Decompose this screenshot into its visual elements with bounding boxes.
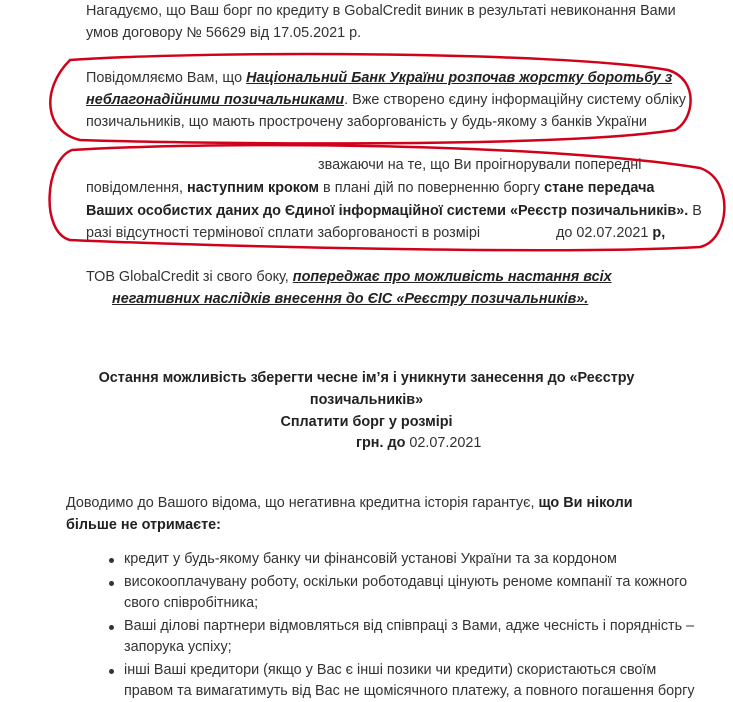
list-item-3-line-1: Ваші ділові партнери відмовляться від співпраці з Вами, адже чесність і порядність –: [124, 618, 695, 634]
list-item-2-line-2: свого співробітника;: [124, 595, 259, 611]
list-item-4-line-1: інші Ваші кредитори (якщо у Вас є інші позики чи кредити) скористаються своїм: [124, 662, 657, 678]
notice-line-3: позичальників, що мають прострочену заборгованість у будь-якому з банків України: [86, 114, 647, 130]
never-again-emphasis: що Ви ніколи: [538, 495, 633, 511]
registry-transfer-emphasis: Ваших особистих даних до Єдиної інформаційної системи «Реєстр позичальників».: [86, 203, 689, 219]
consequences-emphasis: попереджає про можливість настання всіх: [292, 269, 612, 285]
deadline-suffix: р,: [652, 225, 666, 241]
last-chance-heading-line-2: позичальників»: [309, 392, 424, 408]
list-item-1: кредит у будь-якому банку чи фінансовій установі України та за кордоном: [124, 551, 617, 567]
registry-consequences-emphasis: негативних наслідків внесення до ЄІС «Реєстру позичальників».: [112, 291, 589, 307]
list-item-2-line-1: високооплачувану роботу, оскільки роботодавці цінують реноме компанії та кожного: [124, 574, 688, 590]
company-warning-lead: ТОВ GlobalCredit зі свого боку,: [86, 269, 293, 285]
transfer-emphasis: стане передача: [544, 180, 655, 196]
warning-line-1: зважаючи на те, що Ви проігнорували попередні: [318, 157, 642, 173]
annotation-circle-warning: [50, 145, 725, 250]
pay-debt-heading: Сплатити борг у розмірі: [280, 414, 453, 430]
annotation-circle-notice: [50, 54, 690, 143]
reminder-line-1: Нагадуємо, що Ваш борг по кредиту в GobalCredit виник в результаті невиконання Вами: [86, 3, 676, 19]
warning-line-2-a: повідомлення,: [86, 180, 188, 196]
notice-line-2-rest: . Вже створено єдину інформаційну систему обліку: [344, 92, 686, 108]
last-chance-heading-line-1: Остання можливість зберегти чесне ім’я і уникнути занесення до «Реєстру: [98, 370, 635, 386]
credit-history-lead: Доводимо до Вашого відома, що негативна кредитна історія гарантує,: [66, 495, 539, 511]
warning-line-3-b: В: [688, 203, 702, 219]
next-step-emphasis: наступним кроком: [187, 180, 320, 196]
list-item-4-line-2: правом та вимагатимуть від Вас не щомісячного платежу, а повного погашення боргу: [124, 683, 695, 699]
pay-deadline-currency: грн. до: [356, 435, 410, 451]
warning-line-4-a: разі відсутності термінової сплати заборгованості в розмірі: [86, 225, 481, 241]
credit-history-line-2: більше не отримаєте:: [66, 517, 221, 533]
national-bank-emphasis: Національний Банк України розпочав жорстку боротьбу з: [246, 70, 673, 86]
reminder-line-2: умов договору № 56629 від 17.05.2021 р.: [86, 25, 362, 41]
warning-line-2-c: в плані дій по поверненню боргу: [319, 180, 545, 196]
notice-lead-text: Повідомляємо Вам, що: [86, 70, 247, 86]
pay-deadline-date: 02.07.2021: [409, 435, 482, 451]
unreliable-borrowers-emphasis: неблагонадійними позичальниками: [86, 92, 345, 108]
deadline-text: до 02.07.2021: [556, 225, 653, 241]
list-item-3-line-2: запорука успіху;: [124, 639, 232, 655]
